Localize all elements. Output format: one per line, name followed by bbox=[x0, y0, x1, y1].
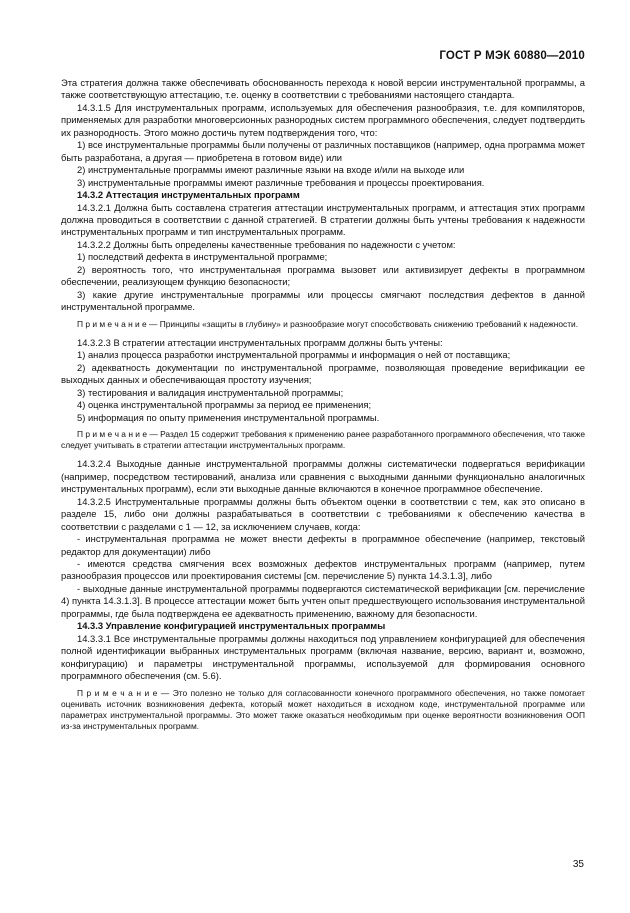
paragraph: 14.3.2.5 Инструментальные программы должны быть объектом оценки в соответствии с тем, как это описано в разделе 15, либо они должны разрабатываться в соответствии с требованиями к обеспечению качества в соответствии с разделами с 1 — 12, за исключением случаев, когда: bbox=[61, 495, 585, 532]
note-label: П р и м е ч а н и е bbox=[77, 687, 158, 698]
note-text: — Раздел 15 содержит требования к применению ранее разработанного программного обеспечения, что также следует учитывать в стратегии аттестации инструментальных программ. bbox=[61, 428, 585, 451]
paragraph: 14.3.2.4 Выходные данные инструментальной программы должны систематически подвергаться верификации (например, посредством тестирований, анализа или сравнения с выходными данными функционально аналогичных инструментальных программ), если эти выходные данные включаются в конечное программное обеспечение. bbox=[61, 458, 585, 495]
note-paragraph bbox=[61, 319, 585, 330]
paragraph: 3) какие другие инструментальные программы или процессы смягчают последствия дефектов в данной инструментальной программе. bbox=[61, 288, 585, 313]
paragraph: - выходные данные инструментальной программы подвергаются систематической верификации [см. перечисление 4) пункта 14.3.1.3]. В процессе аттестации может быть учтен опыт предшествующего использования инструментальной программы, где была подтверждена ее адекватность применению, важному для безопасности. bbox=[61, 582, 585, 619]
paragraph: 14.3.1.5 Для инструментальных программ, используемых для обеспечения разнообразия, т.е. для компиляторов, применяемых для разработки многоверсионных разнородных систем программного обеспечения, следует подтвердить их разнородность. Этого можно достичь путем подтверждения того, что: bbox=[61, 101, 585, 138]
note-text: — Это полезно не только для согласованности конечного программного обеспечения, но также помогает оценивать источник возникновения дефекта, который может находиться в исходном коде, инструментальной программе или параметрах инструментальной программы. Это может также оказаться необходимым при оценке вероятности возникновения ООП из-за инструментальных программ. bbox=[61, 687, 585, 732]
paragraph: 1) все инструментальные программы были получены от различных поставщиков (например, одна программа может быть разработана, а другая — приобретена в готовом виде) или bbox=[61, 139, 585, 163]
note-paragraph bbox=[61, 429, 585, 451]
section-heading: 14.3.3 Управление конфигурацией инструментальных программы bbox=[77, 620, 386, 632]
paragraph: Эта стратегия должна также обеспечивать обоснованность перехода к новой версии инструментальной программы, а также соответствующую аттестацию, т.е. оценку в соответствии с требованиями настоящего стандарта. bbox=[61, 77, 585, 101]
paragraph: 14.3.2.2 Должны быть определены качественные требования по надежности с учетом: bbox=[77, 238, 456, 250]
page-number: 35 bbox=[572, 859, 584, 870]
paragraph: 3) тестирования и валидация инструментальной программы; bbox=[77, 386, 344, 398]
note-text: — Принципы «защиты в глубину» и разнообразие могут способствовать снижению требований к надежности. bbox=[146, 318, 579, 329]
note-label: П р и м е ч а н и е bbox=[77, 318, 147, 329]
note-paragraph bbox=[61, 688, 585, 733]
paragraph: 2) адекватность документации по инструментальной программе, позволяющая проведение верификации ее выходных данных и обеспечивающая простоту изучения; bbox=[61, 361, 585, 386]
paragraph: 5) информация по опыту применения инструментальной программы. bbox=[77, 411, 380, 423]
section-heading: 14.3.2 Аттестация инструментальных программ bbox=[77, 189, 300, 201]
paragraph: 4) оценка инструментальной программы за период ее применения; bbox=[77, 399, 372, 411]
paragraph: 1) анализ процесса разработки инструментальной программы и информация о ней от поставщика; bbox=[77, 349, 511, 361]
paragraph: 3) инструментальные программы имеют различные требования и процессы проектирования. bbox=[77, 176, 485, 188]
paragraph: - имеются средства смягчения всех возможных дефектов инструментальных программ (например, путем разнообразия процессов или проектирования системы [см. перечисление 5) пункта 14.3.1.3], либо bbox=[61, 558, 585, 582]
note-label: П р и м е ч а н и е bbox=[77, 428, 147, 439]
paragraph: 14.3.2.3 В стратегии аттестации инструментальных программ должны быть учтены: bbox=[77, 336, 443, 348]
paragraph: 1) последствий дефекта в инструментальной программе; bbox=[77, 251, 328, 263]
paragraph: 2) инструментальные программы имеют различные языки на входе и/или на выходе или bbox=[77, 164, 465, 176]
paragraph: 2) вероятность того, что инструментальная программа вызовет или активизирует дефекты в программном обеспечении, реализующем функцию безопасности; bbox=[61, 263, 585, 288]
paragraph: 14.3.3.1 Все инструментальные программы должны находиться под управлением конфигурацией для обеспечения полной идентификации выбранных инструментальных программ (включая название, версию, вариант и, возможно, конфигурацию) и параметры инструментальной программы, используемой для формирования основного программного обеспечения (см. 5.6). bbox=[61, 632, 585, 682]
paragraph: 14.3.2.1 Должна быть составлена стратегия аттестации инструментальных программ, и аттестация этих программ должна проводиться в соответствии с данной стратегией. В стратегии должны быть учтены требования к надежности инструментальных программ и тип инструментальных программ. bbox=[61, 201, 585, 238]
document-body bbox=[61, 77, 585, 739]
page-header: ГОСТ Р МЭК 60880—2010 bbox=[439, 50, 585, 62]
paragraph: - инструментальная программа не может внести дефекты в программное обеспечение (например, текстовый редактор для документации) либо bbox=[61, 533, 585, 557]
